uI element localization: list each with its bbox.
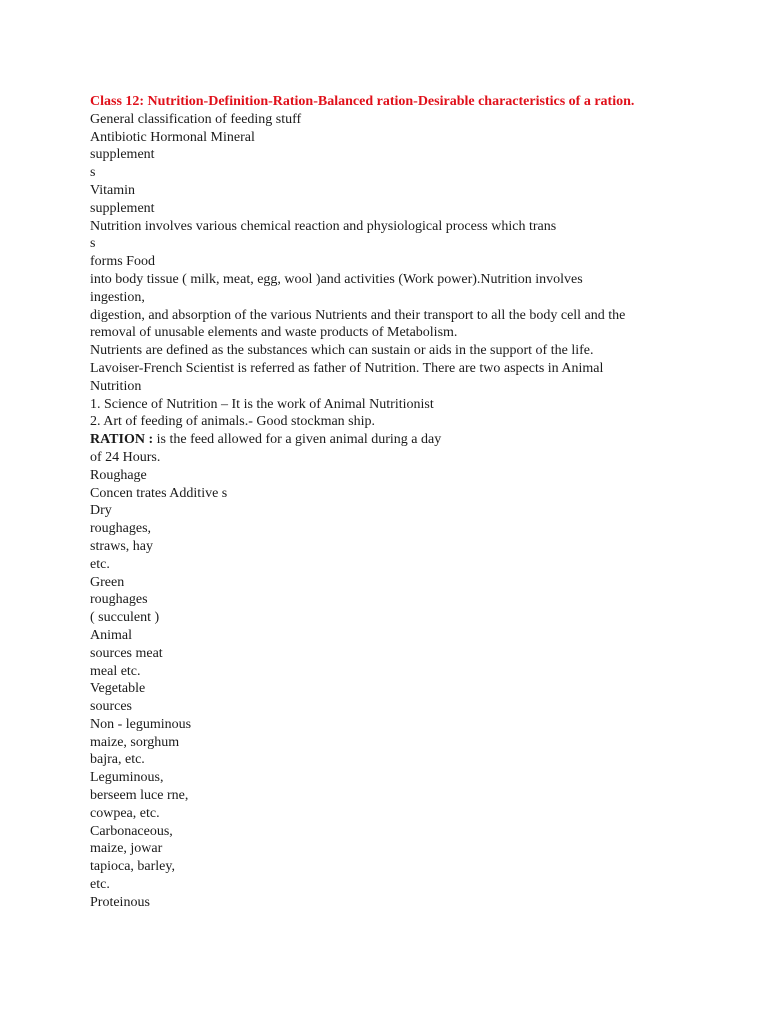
text-line: maize, jowar	[90, 841, 163, 857]
text-line: Lavoiser-French Scientist is referred as father of Nutrition. There are two aspects in Animal	[90, 360, 604, 376]
text-line: berseem luce rne,	[90, 788, 189, 804]
document-body-after-ration	[90, 449, 690, 912]
text-line: digestion, and absorption of the various Nutrients and their transport to all the body cell and the	[90, 307, 626, 323]
text-line: sources	[90, 699, 132, 715]
text-line: Leguminous,	[90, 770, 164, 786]
text-line: removal of unusable elements and waste products of Metabolism.	[90, 325, 458, 341]
text-line: Carbonaceous,	[90, 823, 173, 839]
text-line: supplement	[90, 147, 155, 163]
document-page	[90, 93, 690, 912]
text-line: s	[90, 165, 96, 181]
text-line: Nutrition	[90, 378, 142, 394]
document-body-before-ration	[90, 111, 690, 431]
text-line: sources meat	[90, 645, 163, 661]
text-line: Vegetable	[90, 681, 146, 697]
document-heading: Class 12: Nutrition-Definition-Ration-Balanced ration-Desirable characteristics of a ration.	[90, 94, 635, 109]
text-line: bajra, etc.	[90, 752, 145, 768]
text-line: straws, hay	[90, 538, 153, 554]
text-line: forms Food	[90, 254, 155, 270]
text-line: cowpea, etc.	[90, 805, 160, 821]
text-line: maize, sorghum	[90, 734, 180, 750]
text-line: Vitamin	[90, 182, 136, 198]
text-line: Concen trates Additive s	[90, 485, 228, 501]
text-line: Proteinous	[90, 894, 150, 910]
ration-text: is the feed allowed for a given animal during a day	[153, 432, 442, 448]
text-line: ingestion,	[90, 289, 145, 305]
text-line: meal etc.	[90, 663, 141, 679]
text-line: into body tissue ( milk, meat, egg, wool )and activities (Work power).Nutrition involves	[90, 271, 583, 287]
text-line: etc.	[90, 877, 110, 893]
text-line: Antibiotic Hormonal Mineral	[90, 129, 255, 145]
text-line: Nutrition involves various chemical reaction and physiological process which trans	[90, 218, 557, 234]
text-line: Green	[90, 574, 125, 590]
text-line: roughages	[90, 592, 148, 608]
text-line: ( succulent )	[90, 610, 160, 626]
text-line: Nutrients are defined as the substances which can sustain or aids in the support of the life.	[90, 343, 594, 359]
text-line: tapioca, barley,	[90, 859, 175, 875]
text-line: 2. Art of feeding of animals.- Good stockman ship.	[90, 414, 376, 430]
text-line: s	[90, 236, 96, 252]
text-line: etc.	[90, 556, 110, 572]
text-line: Roughage	[90, 467, 147, 483]
text-line: 1. Science of Nutrition – It is the work of Animal Nutritionist	[90, 396, 434, 412]
text-line: supplement	[90, 200, 155, 216]
text-line: General classification of feeding stuff	[90, 111, 302, 127]
text-line: Non - leguminous	[90, 716, 192, 732]
ration-label: RATION :	[90, 432, 154, 448]
text-line: roughages,	[90, 521, 152, 537]
text-line: Animal	[90, 627, 132, 643]
ration-definition-line	[90, 431, 690, 449]
text-line: of 24 Hours.	[90, 449, 161, 465]
text-line: Dry	[90, 503, 112, 519]
